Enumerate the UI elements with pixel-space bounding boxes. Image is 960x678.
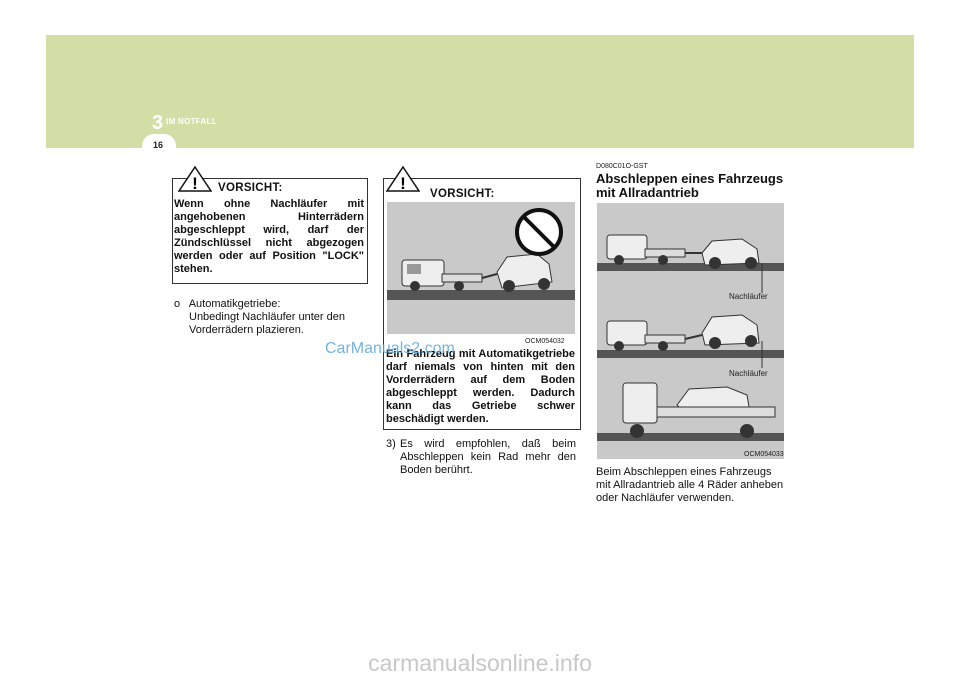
doc-code: D080C01O-GST: [596, 163, 648, 170]
label-nachlaeufer-1: Nachläufer: [729, 292, 768, 301]
bullet-marker: o: [174, 298, 181, 310]
watermark: CarManuals2.com: [325, 340, 455, 357]
warning-title-2: VORSICHT:: [430, 188, 495, 200]
numbered-item: [386, 438, 576, 477]
image-code-2: OCM054033: [744, 451, 784, 458]
header-band: [46, 35, 914, 148]
svg-text:!: !: [400, 174, 406, 192]
item-text: Es wird empfohlen, daß beim Abschleppen kein Rad mehr den Boden berührt.: [400, 438, 576, 476]
bullet-item: [174, 298, 366, 337]
label-nachlaeufer-2: Nachläufer: [729, 369, 768, 378]
section-number: 3: [152, 112, 164, 134]
tow-illustration-4wd: [597, 203, 784, 459]
section-title: IM NOTFALL: [166, 117, 217, 126]
warning-triangle-icon: [178, 166, 212, 192]
tow-illustration-prohibited: [387, 202, 575, 334]
body-text: Beim Abschleppen eines Fahrzeugs mit Allradantrieb alle 4 Räder anheben oder Nachläufer verwenden.: [596, 466, 784, 504]
footer-watermark: carmanualsonline.info: [368, 650, 592, 676]
warning-text-1: Wenn ohne Nachläufer mit angehobenen Hinterrädern abgeschleppt wird, darf der Zündschlüssel nicht abgezogen werden oder auf Position "LOCK" stehen.: [174, 198, 364, 275]
bullet-text: Unbedingt Nachläufer unter den Vorderrädern plazieren.: [189, 311, 345, 336]
warning-triangle-icon: [386, 166, 420, 192]
section-heading: Abschleppen eines Fahrzeugs mit Allradantrieb: [596, 171, 784, 200]
warning-text-2: Ein Fahrzeug mit Automatikgetriebe darf niemals von hinten mit den Vorderrädern auf dem Boden abgeschleppt werden. Dadurch kann das Getriebe schwer beschädigt werden.: [386, 348, 575, 425]
item-number: 3): [386, 438, 396, 450]
page-number: 16: [153, 140, 164, 150]
warning-title-1: VORSICHT:: [218, 182, 283, 194]
svg-text:!: !: [192, 174, 198, 192]
bullet-head: Automatikgetriebe:: [188, 298, 281, 310]
image-code-1: OCM054032: [525, 338, 565, 345]
